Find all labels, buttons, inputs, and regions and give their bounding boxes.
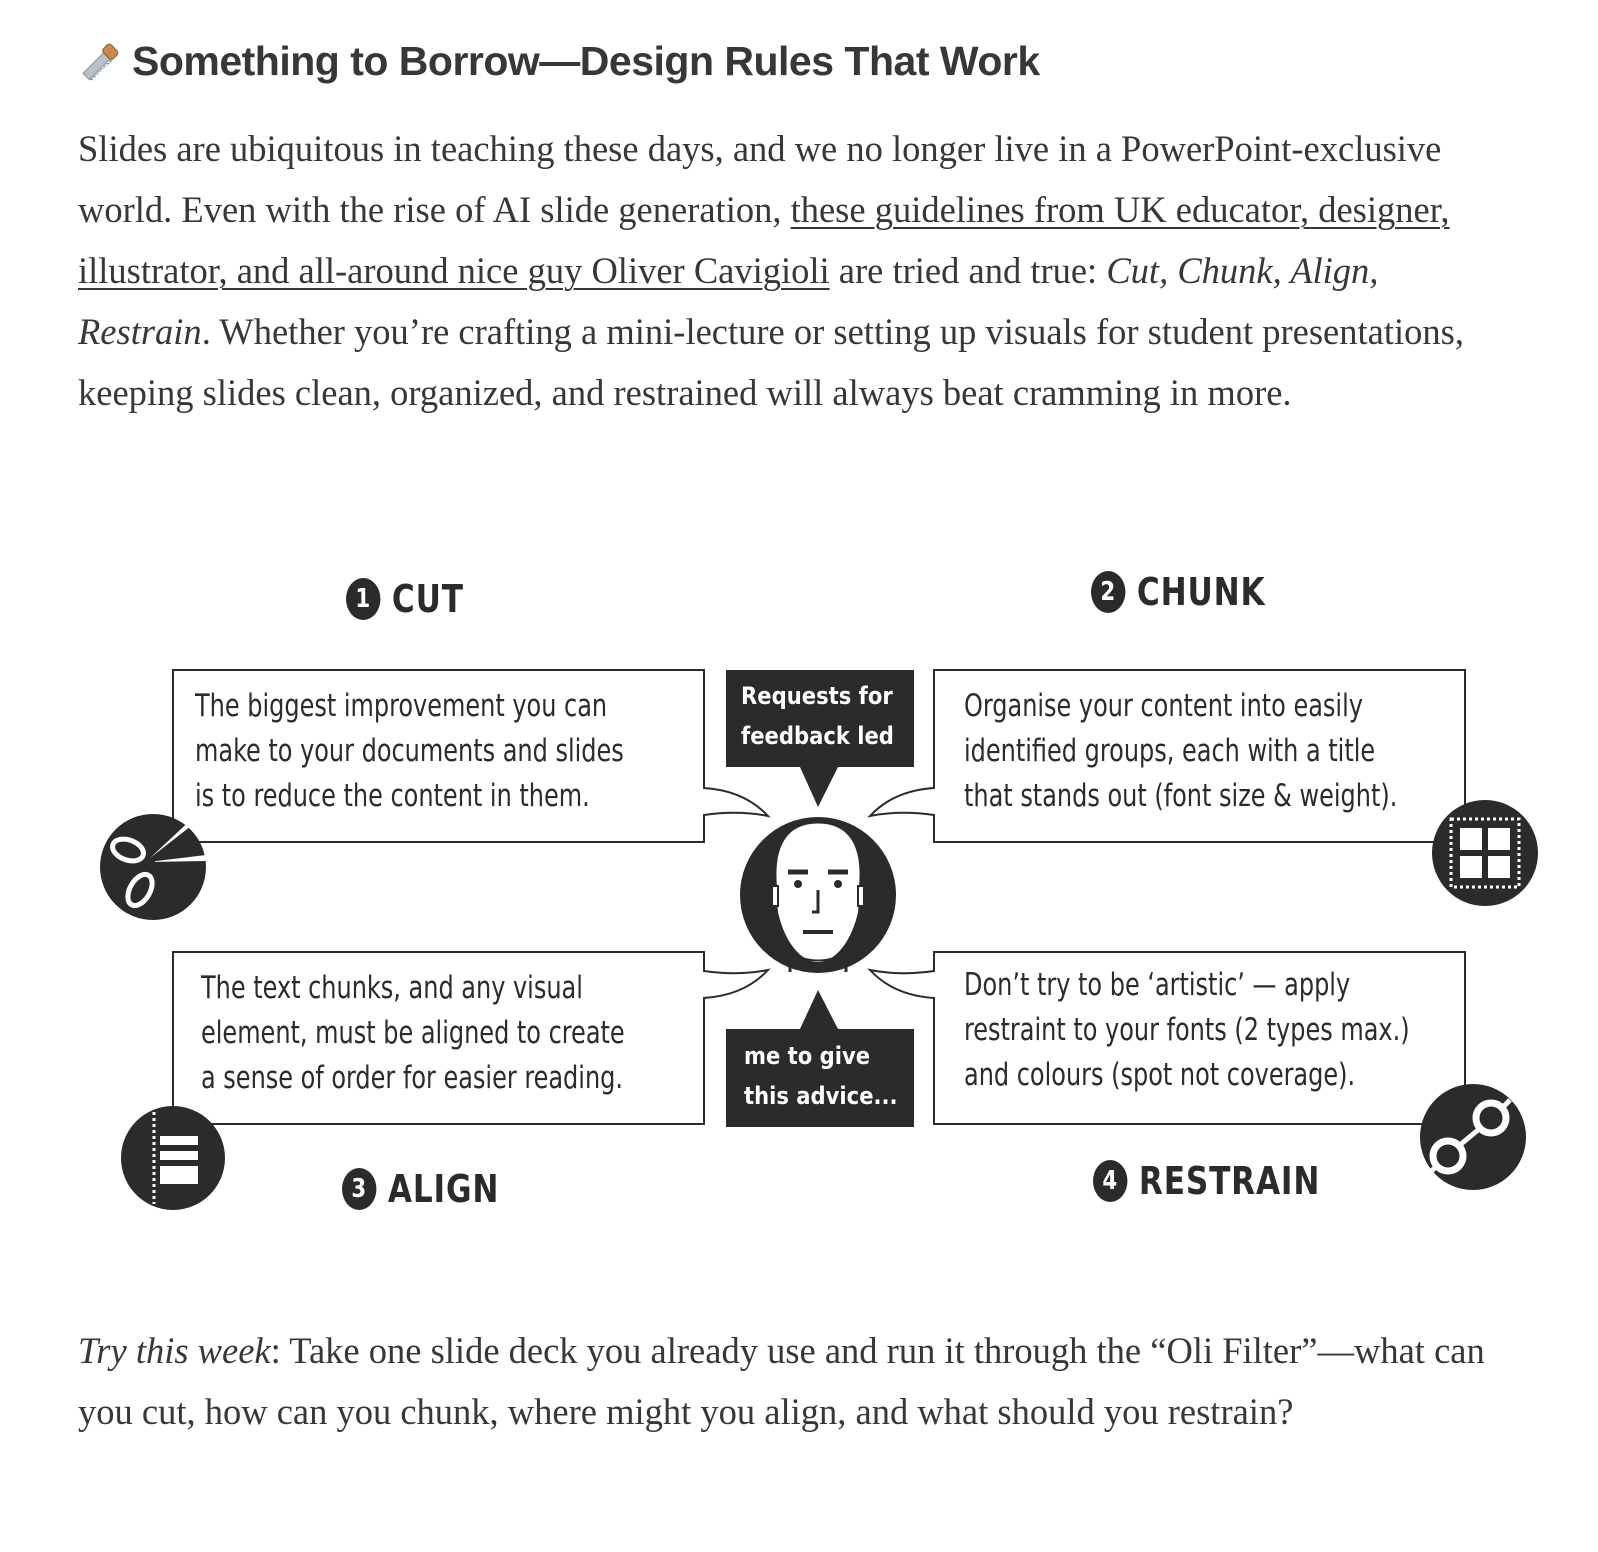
intro-paragraph xyxy=(78,118,1508,423)
intro-text-continued: are tried and true: xyxy=(829,250,1107,291)
try-this-label: Try this week xyxy=(78,1330,271,1371)
align-description: The text chunks, and any visual element, must be aligned to create a sense of order for easier reading. xyxy=(201,970,625,1096)
chunk-description: Organise your content into easily identified groups, each with a title that stands out (font size & weight). xyxy=(964,688,1398,814)
infographic-frame xyxy=(0,540,1598,1240)
design-rules-infographic xyxy=(0,540,1598,1240)
grid-icon xyxy=(1432,800,1538,906)
restrain-number-badge: 4 xyxy=(1093,1160,1127,1202)
guidelines-link[interactable]: these guidelines from UK educator, designer, illustrator, and all-around nice guy Oliver Cavigioli xyxy=(78,189,1450,291)
align-number-badge: 3 xyxy=(342,1168,376,1210)
label-cut xyxy=(346,577,464,621)
handcuffs-icon xyxy=(1420,1084,1526,1190)
speech-top-text: Requests for feedback led xyxy=(741,682,894,750)
try-this-text: : Take one slide deck you already use and run it through the “Oli Filter”—what can you cut, how can you chunk, where might you align, and what should you restrain? xyxy=(78,1330,1485,1432)
label-chunk xyxy=(1091,570,1265,614)
scissors-icon xyxy=(100,814,206,920)
restrain-description: Don’t try to be ‘artistic’ — apply restraint to your fonts (2 types max.) and colours (spot not coverage). xyxy=(964,967,1410,1093)
intro-closing: . Whether you’re crafting a mini-lecture or setting up visuals for student presentations, keeping slides clean, organized, and restrained will always beat cramming in more. xyxy=(78,311,1464,413)
try-this-paragraph xyxy=(78,1320,1508,1442)
speech-bottom-text: me to give this advice... xyxy=(744,1042,898,1110)
intro-text: Slides are ubiquitous in teaching these days, and we no longer live in a PowerPoint-exclusive world. Even with the rise of AI slide generation, xyxy=(78,128,1442,230)
label-align xyxy=(342,1167,499,1211)
align-title: ALIGN xyxy=(387,1167,500,1211)
cut-number-badge: 1 xyxy=(346,578,380,620)
section-heading xyxy=(78,38,1040,85)
label-restrain xyxy=(1093,1159,1320,1203)
restrain-title: RESTRAIN xyxy=(1138,1159,1321,1203)
chunk-title: CHUNK xyxy=(1136,570,1266,614)
carpentry-saw-icon xyxy=(78,40,122,84)
cut-description: The biggest improvement you can make to your documents and slides is to reduce the content in them. xyxy=(195,688,624,814)
face-portrait-icon xyxy=(740,817,896,973)
align-layout-icon xyxy=(121,1106,225,1210)
cut-title: CUT xyxy=(391,577,464,621)
chunk-number-badge: 2 xyxy=(1091,571,1125,613)
section-heading-text: Something to Borrow—Design Rules That Work xyxy=(132,38,1040,84)
intro-emphasis: Cut, Chunk, Align, Restrain xyxy=(78,250,1379,352)
